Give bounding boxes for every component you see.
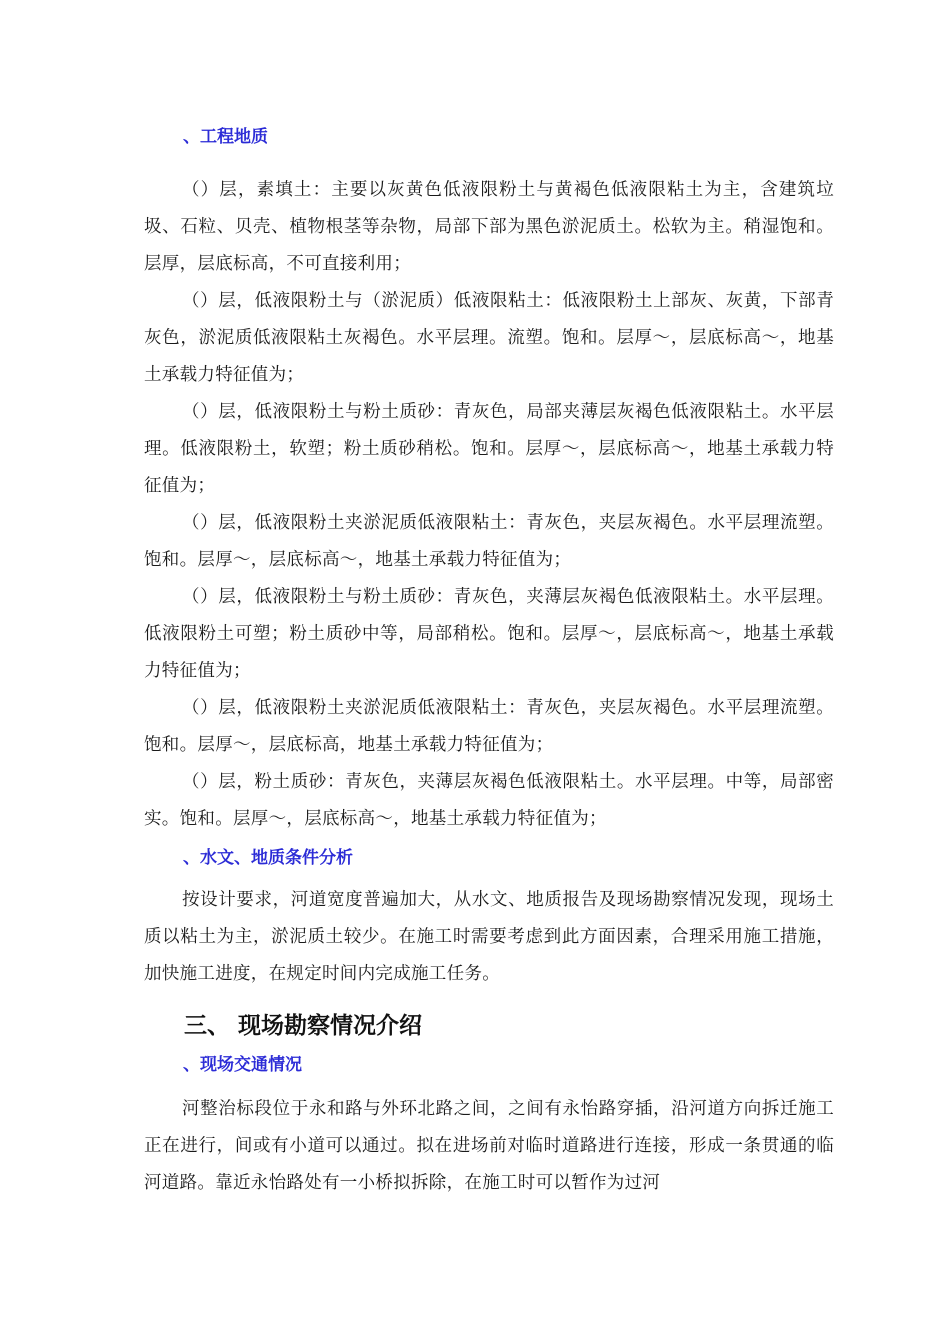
paragraph-hydro-analysis: 按设计要求，河道宽度普遍加大，从水文、地质报告及现场勘察情况发现，现场土质以粘土为主，淤泥质土较少。在施工时需要考虑到此方面因素，合理采用施工措施，加快施工进度，在规定时间内完成施工任务。: [144, 890, 834, 984]
paragraph-traffic: 河整治标段位于永和路与外环北路之间，之间有永怡路穿插，沿河道方向拆迁施工正在进行，间或有小道可以通过。拟在进场前对临时道路进行连接，形成一条贯通的临河道路。靠近永怡路处有一小桥拟拆除，在施工时可以暂作为过河: [144, 1099, 834, 1193]
section-heading-hydro: 、水文、地质条件分析: [183, 848, 353, 868]
paragraph-layer-5: （）层，低液限粉土与粉土质砂：青灰色，夹薄层灰褐色低液限粘土。水平层理。低液限粉土可塑；粉土质砂中等，局部稍松。饱和。层厚～，层底标高～，地基土承载力特征值为；: [144, 587, 834, 681]
paragraph-layer-1: （）层，素填土：主要以灰黄色低液限粉土与黄褐色低液限粘土为主，含建筑垃圾、石粒、贝壳、植物根茎等杂物，局部下部为黑色淤泥质土。松软为主。稍湿饱和。层厚，层底标高，不可直接利用；: [144, 180, 834, 274]
paragraph-layer-6: （）层，低液限粉土夹淤泥质低液限粘土：青灰色，夹层灰褐色。水平层理流塑。饱和。层厚～，层底标高，地基土承载力特征值为；: [144, 698, 834, 755]
paragraph-layer-2: （）层，低液限粉土与（淤泥质）低液限粘土：低液限粉土上部灰、灰黄，下部青灰色，淤泥质低液限粘土灰褐色。水平层理。流塑。饱和。层厚～，层底标高～，地基土承载力特征值为；: [144, 291, 834, 385]
paragraph-layer-3: （）层，低液限粉土与粉土质砂：青灰色，局部夹薄层灰褐色低液限粘土。水平层理。低液限粉土，软塑；粉土质砂稍松。饱和。层厚～，层底标高～，地基土承载力特征值为；: [144, 402, 834, 496]
chapter-heading-site-survey: 三、 现场勘察情况介绍: [184, 1013, 423, 1039]
paragraph-layer-7: （）层，粉土质砂：青灰色，夹薄层灰褐色低液限粘土。水平层理。中等，局部密实。饱和。层厚～，层底标高～，地基土承载力特征值为；: [144, 772, 834, 829]
section-heading-traffic: 、现场交通情况: [183, 1055, 302, 1075]
paragraph-layer-4: （）层，低液限粉土夹淤泥质低液限粘土：青灰色，夹层灰褐色。水平层理流塑。饱和。层厚～，层底标高～，地基土承载力特征值为；: [144, 513, 834, 570]
section-heading-geology: 、工程地质: [183, 127, 268, 147]
